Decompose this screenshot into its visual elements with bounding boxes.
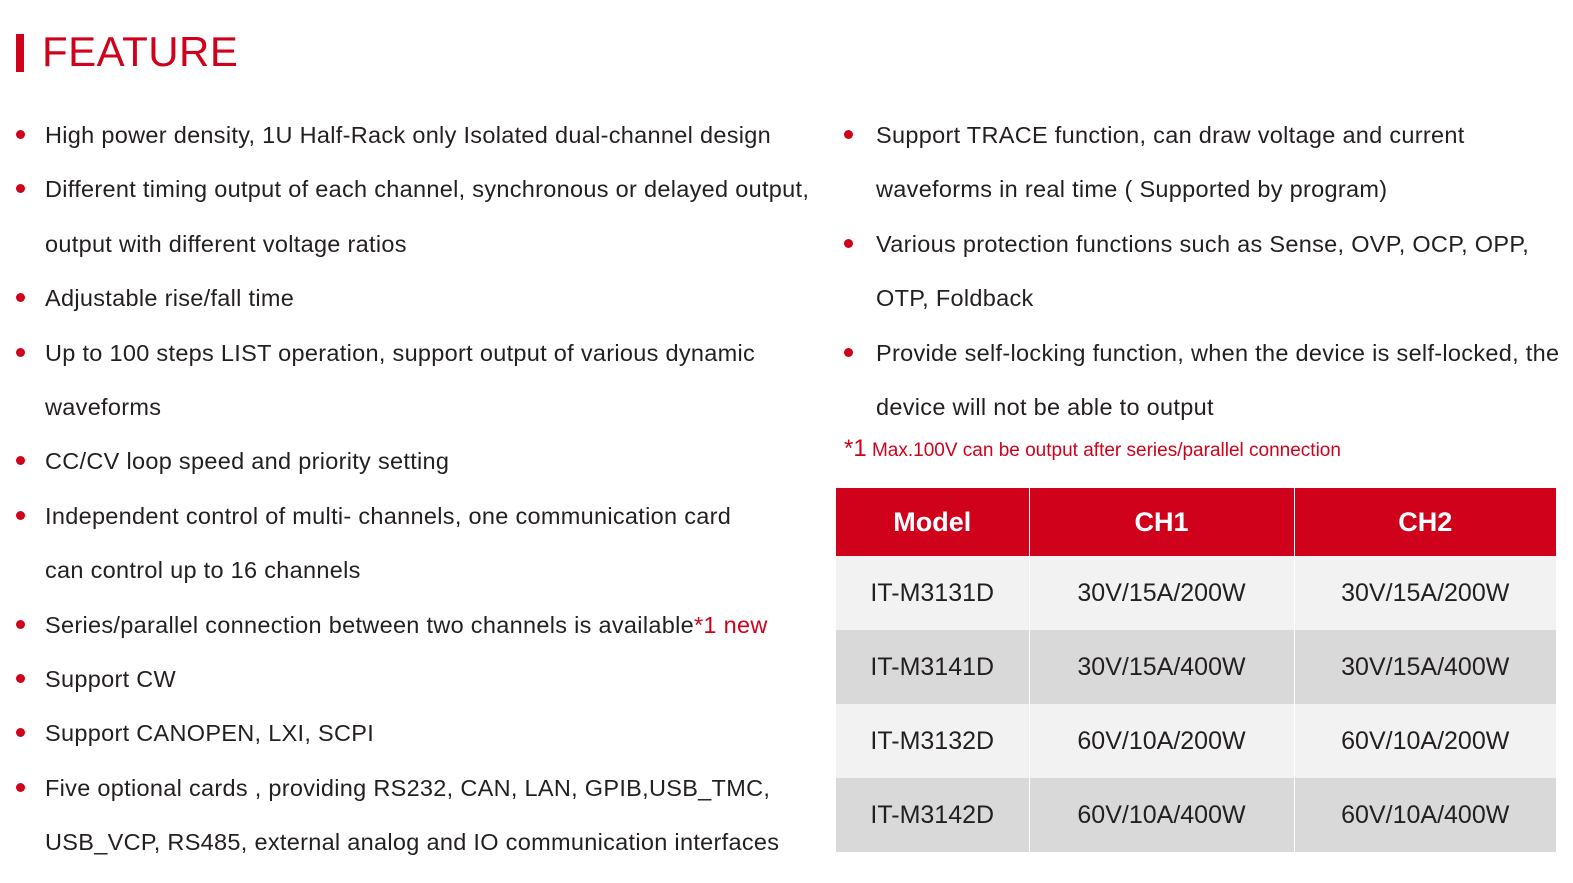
model-cell: IT-M3142D [836,778,1029,852]
bullet-icon [844,348,853,357]
feature-text: Support CANOPEN, LXI, SCPI [45,720,375,747]
bullet-icon [16,293,25,302]
column-header-ch2: CH2 [1294,488,1556,556]
ch2-cell: 60V/10A/400W [1294,778,1556,852]
feature-text-continued: waveforms [45,394,162,421]
bullet-icon [16,783,25,792]
feature-item [14,489,814,598]
feature-text: Adjustable rise/fall time [45,285,295,312]
feature-item [14,706,814,760]
feature-text: Different timing output of each channel, synchronous or delayed output, [45,176,810,203]
feature-item [14,434,814,488]
feature-list-right [840,108,1560,434]
feature-item [14,598,814,652]
table-row [836,556,1556,630]
ch2-cell: 30V/15A/200W [1294,556,1556,630]
feature-item [14,271,814,325]
bullet-icon [16,674,25,683]
ch1-cell: 30V/15A/400W [1029,630,1294,704]
feature-text: Support TRACE function, can draw voltage and current [876,122,1465,148]
feature-item [840,326,1560,435]
column-header-ch1: CH1 [1029,488,1294,556]
model-cell: IT-M3131D [836,556,1029,630]
bullet-icon [16,620,25,629]
ch1-cell: 30V/15A/200W [1029,556,1294,630]
feature-text-continued: waveforms in real time ( Supported by program) [876,176,1388,203]
model-cell: IT-M3141D [836,630,1029,704]
bullet-icon [16,511,25,520]
feature-text: High power density, 1U Half-Rack only Isolated dual-channel design [45,122,772,148]
table-row [836,630,1556,704]
feature-text: Independent control of multi- channels, one communication card [45,502,732,529]
table-row [836,778,1556,852]
feature-item [840,108,1560,217]
feature-list-left [14,108,814,870]
feature-item [14,761,814,870]
feature-item [14,326,814,435]
footnote-mark: *1 [844,435,867,462]
page-title: FEATURE [42,28,239,75]
title-accent-bar [16,34,24,72]
table-row [836,704,1556,778]
model-spec-table [836,488,1556,852]
bullet-icon [16,130,25,139]
feature-text-continued: OTP, Foldback [876,285,1034,312]
feature-text: Series/parallel connection between two channels is available [45,611,694,638]
feature-text: Provide self-locking function, when the device is self-locked, the [876,339,1560,366]
bullet-icon [16,728,25,737]
table-header-row [836,488,1556,556]
feature-text-continued: can control up to 16 channels [45,557,361,584]
feature-text: CC/CV loop speed and priority setting [45,448,450,475]
feature-text-continued: USB_VCP, RS485, external analog and IO communication interfaces [45,829,780,856]
bullet-icon [16,184,25,193]
footnote [844,436,1341,464]
model-cell: IT-M3132D [836,704,1029,778]
feature-text: Five optional cards , providing RS232, CAN, LAN, GPIB,USB_TMC, [45,774,771,801]
ch2-cell: 60V/10A/200W [1294,704,1556,778]
column-header-model: Model [836,488,1029,556]
feature-text: Various protection functions such as Sense, OVP, OCP, OPP, [876,230,1530,257]
feature-item [14,108,814,162]
feature-item [14,162,814,271]
bullet-icon [16,456,25,465]
bullet-icon [844,130,853,139]
feature-text-continued: device will not be able to output [876,394,1214,421]
ch2-cell: 30V/15A/400W [1294,630,1556,704]
bullet-icon [844,239,853,248]
new-footnote-marker: *1 new [693,611,768,638]
bullet-icon [16,348,25,357]
feature-item [840,217,1560,326]
ch1-cell: 60V/10A/400W [1029,778,1294,852]
feature-item [14,652,814,706]
ch1-cell: 60V/10A/200W [1029,704,1294,778]
feature-text: Support CW [45,666,176,693]
footnote-text: Max.100V can be output after series/parallel connection [871,440,1341,461]
feature-text: Up to 100 steps LIST operation, support output of various dynamic [45,339,756,366]
feature-text-continued: output with different voltage ratios [45,230,407,257]
